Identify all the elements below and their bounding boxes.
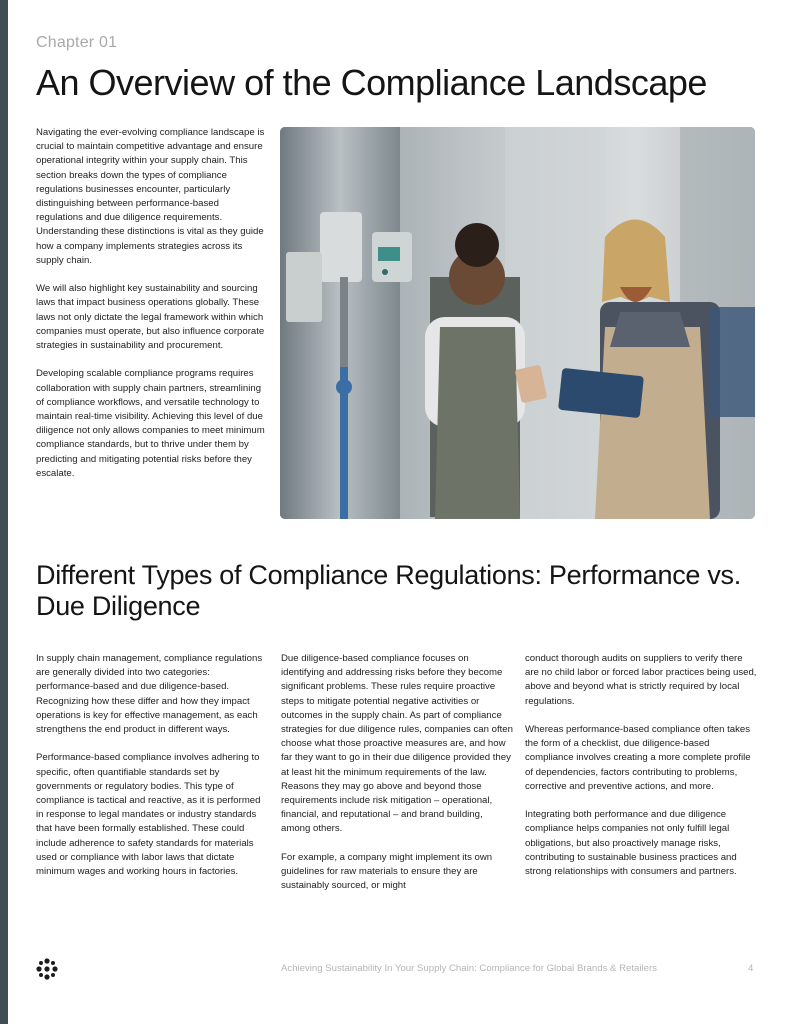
text-column-1 — [36, 652, 268, 893]
chapter-label: Chapter 01 — [36, 34, 118, 51]
intro-text — [36, 126, 268, 495]
column-paragraph: Performance-based compliance involves adhering to specific, often quantifiable standards set by governments or regulatory bodies. This type of compliance is tactical and reactive, as it is performed in response to legal mandates or industry standards that have been formally established. These could include adherence to safety standards for materials used or compliance with labor laws that dictate minimum wages and working hours in factories. — [36, 752, 261, 878]
column-paragraph: conduct thorough audits on suppliers to verify there are no child labor or forced labor practices being used, above and beyond what is strictly required by local regulations. — [525, 653, 757, 707]
page-title: An Overview of the Compliance Landscape — [36, 62, 707, 103]
column-paragraph: In supply chain management, compliance regulations are generally divided into two categories: performance-based and due diligence-based. Recognizing how these differ and how they impact operations is key for effective management, as each strengthens the end product in different ways. — [36, 653, 263, 736]
column-paragraph: Due diligence-based compliance focuses on identifying and addressing risks before they become significant problems. These rules require proactive steps to mitigate potential negative activities or outcomes in the supply chain. As part of compliance strategies for due diligence rules, companies can often choose what those proactive measures are, and how far they want to go in their due diligence provided they at least hit the minimum requirements of the law. Reasons they may go above and beyond those requirements include risk mitigation – operational, financial, and reputational – and brand building, among others. — [281, 653, 513, 835]
text-column-2 — [281, 652, 513, 908]
section-heading: Different Types of Compliance Regulations: Performance vs. Due Diligence — [36, 560, 741, 621]
footer-title: Achieving Sustainability In Your Supply Chain: Compliance for Global Brands & Retailers — [281, 963, 657, 974]
left-accent-bar — [0, 0, 8, 1024]
intro-paragraph: We will also highlight key sustainability and sourcing laws that impact business operations globally. These laws not only dictate the legal framework within which companies must operate, but also influence corporate strategies in sustainability and procurement. — [36, 283, 265, 352]
text-column-3 — [525, 652, 757, 893]
column-paragraph: For example, a company might implement its own guidelines for raw materials to ensure they are sustainably sourced, or might — [281, 851, 493, 892]
page-number: 4 — [748, 963, 754, 974]
intro-paragraph: Developing scalable compliance programs requires collaboration with supply chain partners, streamlining of compliance workflows, and versatile technology to maintain real-time visibility. Achieving this level of due diligence not only allows companies to meet minimum compliance standards, but to thrive under them by predicting and mitigating potential risks before they escalate. — [36, 368, 265, 479]
workers-photo — [280, 127, 755, 519]
column-paragraph: Whereas performance-based compliance often takes the form of a checklist, due diligence-based compliance involves creating a more complete profile of dependencies, factors contributing to problems, corrective and preventive actions, and more. — [525, 724, 751, 792]
column-paragraph: Integrating both performance and due diligence compliance helps companies not only fulfill legal obligations, but also proactively manage risks, contributing to sustainable business practices and strong relationships with consumers and partners. — [525, 809, 737, 878]
intro-paragraph: Navigating the ever-evolving compliance landscape is crucial to maintain competitive advantage and ensure operational integrity within your supply chain. This section breaks down the types of compliance regulations businesses encounter, particularly distinguishing between performance-based regulations and due diligence requirements. Understanding these distinctions is vital as they guide how a company implements strategies across its supply chain. — [36, 127, 265, 266]
dots-cluster-logo-icon — [36, 958, 58, 980]
